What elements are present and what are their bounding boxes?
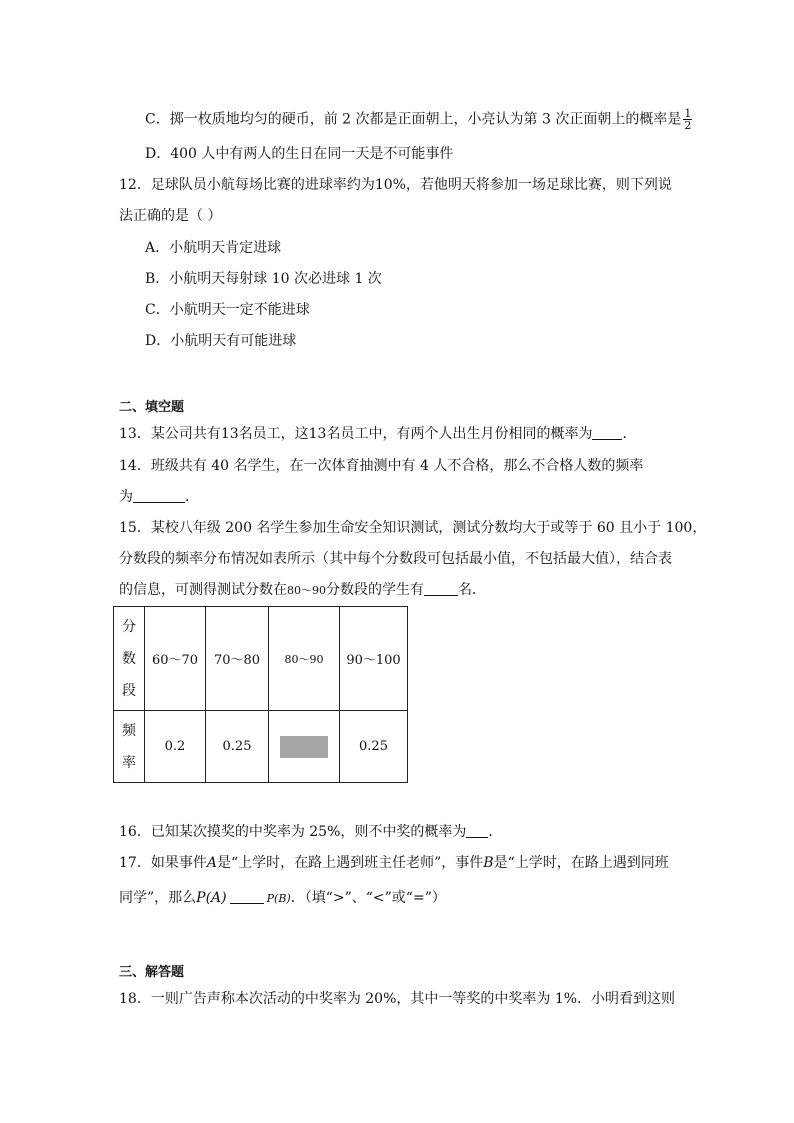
event-b-symbol: B	[483, 855, 494, 871]
table-cell-range: 60～70	[145, 607, 206, 711]
q11-option-d: D．400 人中有两人的生日在同一天是不可能事件	[145, 146, 454, 162]
section-3-heading: 三、解答题	[119, 965, 185, 980]
probability-a: P(A)	[196, 890, 227, 906]
one-half-fraction: $\frac{1}{2}$	[684, 107, 692, 132]
q13-answer-blank[interactable]	[592, 425, 622, 440]
q12-stem-line1: 12．足球队员小航每场比赛的进球率约为10%，若他明天将参加一场足球比赛，则下列说	[119, 177, 672, 193]
q17-line2: 同学”，那么P(A) P(B)．（填“>”、“<”或“=”）	[119, 890, 446, 906]
q11-option-c	[145, 108, 692, 131]
frequency-table	[113, 606, 408, 783]
q15-line2: 分数段的频率分布情况如表所示（其中每个分数段可包括最小值，不包括最大值），结合表	[119, 551, 672, 567]
q15-line3: 的信息，可测得测试分数在80～90分数段的学生有 名．	[119, 582, 486, 598]
table-cell-range: 90～100	[340, 607, 408, 711]
q12-option-d: D．小航明天有可能进球	[145, 333, 297, 349]
table-cell-range: 70～80	[206, 607, 269, 711]
q17-answer-blank[interactable]	[230, 889, 264, 904]
table-cell-range: 80～90	[269, 607, 340, 711]
table-header-score-range: 分 数 段	[114, 607, 145, 711]
q15-line1: 15．某校八年级 200 名学生参加生命安全知识测试，测试分数均大于或等于 60 且小于 100，	[119, 520, 707, 536]
q13-text: 13．某公司共有13名员工，这13名员工中，有两个人出生月份相同的概率为	[119, 426, 593, 442]
q12-stem-line2: 法正确的是（ ）	[119, 208, 222, 224]
q14-answer-blank[interactable]	[133, 488, 185, 503]
q14-line2: 为 ．	[119, 489, 199, 505]
q16-answer-blank[interactable]	[466, 823, 488, 838]
hidden-value-box	[280, 736, 328, 758]
q16-text: 16．已知某次摸奖的中奖率为 25%，则不中奖的概率为	[119, 824, 467, 840]
table-cell-frequency: 0.25	[340, 711, 408, 783]
table-header-frequency: 频 率	[114, 711, 145, 783]
q12-option-c: C．小航明天一定不能进球	[145, 302, 310, 318]
q15-answer-blank[interactable]	[424, 581, 458, 596]
q12-option-b: B．小航明天每射球 10 次必进球 1 次	[145, 271, 382, 287]
q12-option-a: A．小航明天肯定进球	[145, 240, 282, 256]
q11-option-c-text: C．掷一枚质地均匀的硬币，前 2 次都是正面朝上，小亮认为第 3 次正面朝上的概率是	[145, 111, 682, 128]
q13: 13．某公司共有13名员工，这13名员工中，有两个人出生月份相同的概率为 ．	[119, 426, 637, 442]
section-2-heading: 二、填空题	[119, 400, 185, 415]
q17-line1: 17．如果事件A是“上学时，在路上遇到班主任老师”，事件B是“上学时，在路上遇到同班	[119, 855, 669, 871]
q18-line1: 18．一则广告声称本次活动的中奖率为 20%，其中一等奖的中奖率为 1%．小明看到这则	[119, 991, 676, 1007]
event-a-symbol: A	[206, 855, 217, 871]
q16: 16．已知某次摸奖的中奖率为 25%，则不中奖的概率为 ．	[119, 824, 503, 840]
probability-b: P(B)	[266, 892, 291, 905]
table-cell-frequency: 0.25	[206, 711, 269, 783]
q14-line1: 14．班级共有 40 名学生，在一次体育抽测中有 4 人不合格，那么不合格人数的频率	[119, 458, 644, 474]
table-cell-frequency: 0.2	[145, 711, 206, 783]
table-cell-frequency-hidden	[269, 711, 340, 783]
q15-score-range: 80～90	[287, 584, 326, 597]
